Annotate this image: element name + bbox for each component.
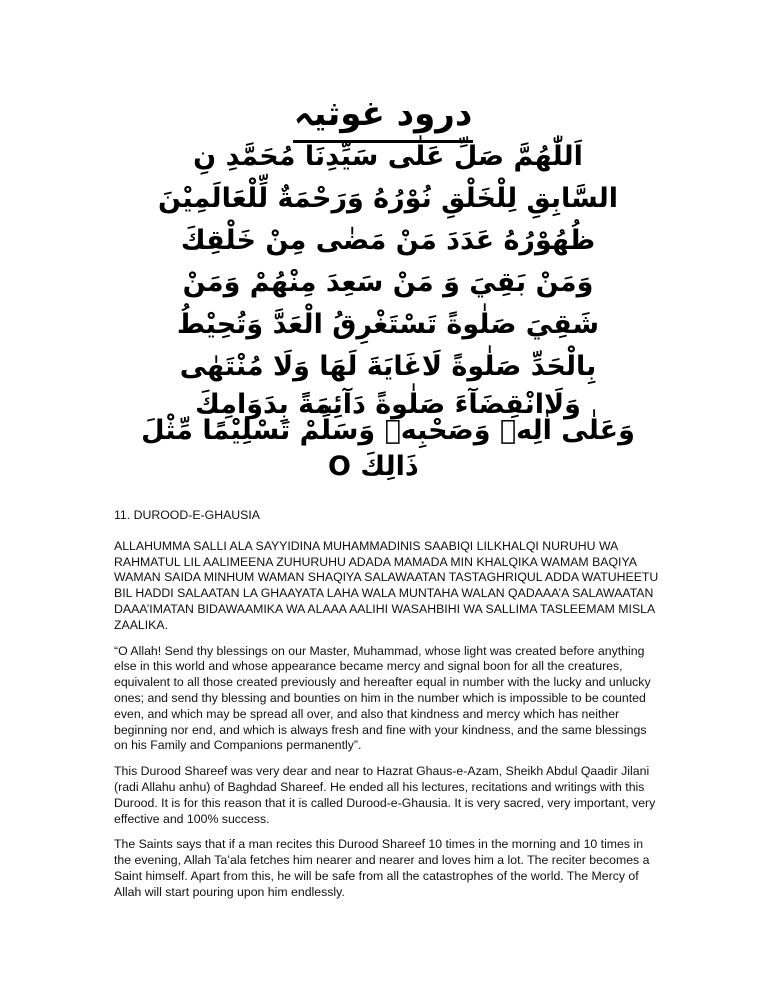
arabic-line-1: اَللّٰهُمَّ صَلِّ عَلٰى سَيِّدِنَا مُحَمَّدِ نِ [193,141,583,172]
arabic-line-5: شَقِيَ صَلٰوةً تَسْتَغْرِقُ الْعَدَّ وَتُحِيْطُ [176,309,600,340]
arabic-line-3: ظُهُوْرُهُ عَدَدَ مَنْ مَضٰى مِنْ خَلْقِكَ [180,225,596,256]
arabic-line-8: وَعَلٰى اٰلِهٖ وَصَحْبِهٖ وَسَلِّمْ تَسْلِيْمًا مِّثْلَ [141,415,635,446]
transliteration-paragraph: ALLAHUMMA SALLI ALA SAYYIDINA MUHAMMADINIS SAABIQI LILKHALQI NURUHU WA RAHMATUL LIL AALIMEENA ZUHURUHU ADADA MAMADA MIN KHALQIKA WAMAM BAQIYA WAMAN SAIDA MINHUM WAMAN SHAQIYA SALAWAATAN TASTAGHRIQUL ADDA WATUHEETU BIL HADDI SALAATAN LA GHAAYATA LAHA WALA MUNTAHA WALAN QADAAA’A SALAWAATAN DAAA’IMATAN BIDAWAAMIKA WA ALAAA AALIHI WASAHBIHI WA SALLIMA TASLEEMAM MISLA ZAALIKA. [114,538,659,632]
arabic-last-line: ذَالِكَ O [328,451,419,482]
document-body [114,508,659,911]
arabic-line-4: وَمَنْ بَقِيَ وَ مَنْ سَعِدَ مِنْهُمْ وَمَنْ [182,267,594,298]
arabic-line-2: السَّابِقِ لِلْخَلْقِ نُوْرُهُ وَرَحْمَةٌ لِّلْعَالَمِيْنَ [158,183,618,214]
arabic-line-6: بِالْحَدِّ صَلٰوةً لَاغَايَةَ لَهَا وَلَا مُنْتَهٰى [179,351,597,382]
arabic-durood-image [118,88,658,482]
benefits-paragraph: The Saints says that if a man recites this Durood Shareef 10 times in the morning and 10 times in the evening, Allah Ta’ala fetches him nearer and nearer and loves him a lot. The reciter becomes a Saint himself. Apart from this, he will be safe from all the catastrophes of the world. The Mercy of Allah will start pouring upon him endlessly. [114,837,650,899]
translation-paragraph: “O Allah! Send thy blessings on our Master, Muhammad, whose light was created before anything else in this world and whose appearance became mercy and signal boon for all the creatures, equivalent to all those created previously and hereafter equal in number with the lucky and unlucky ones; and send thy blessing and bounties on him in the number which is impossible to be counted even, and which may be spread all over, and also that kindness and mercy which has neither beginning nor end, and which is always fresh and fine with your kindness, and the same blessings on his Family and Companions permanently”. [114,643,651,753]
section-heading: 11. DUROOD-E-GHAUSIA [114,508,260,522]
arabic-line-7: وَلَاانْقِضَآءَ صَلٰوةً دَآئِمَةً بِدَوَامِكَ [195,389,581,420]
history-paragraph: This Durood Shareef was very dear and near to Hazrat Ghaus-e-Azam, Sheikh Abdul Qaadir Jilani (radi Allahu anhu) of Baghdad Shareef. He ended all his lectures, recitations and writings with this Durood. It is for this reason that it is called Durood-e-Ghausia. It is very sacred, very important, very effective and 100% success. [114,764,656,826]
arabic-title: درود غوثیہ [293,88,473,143]
